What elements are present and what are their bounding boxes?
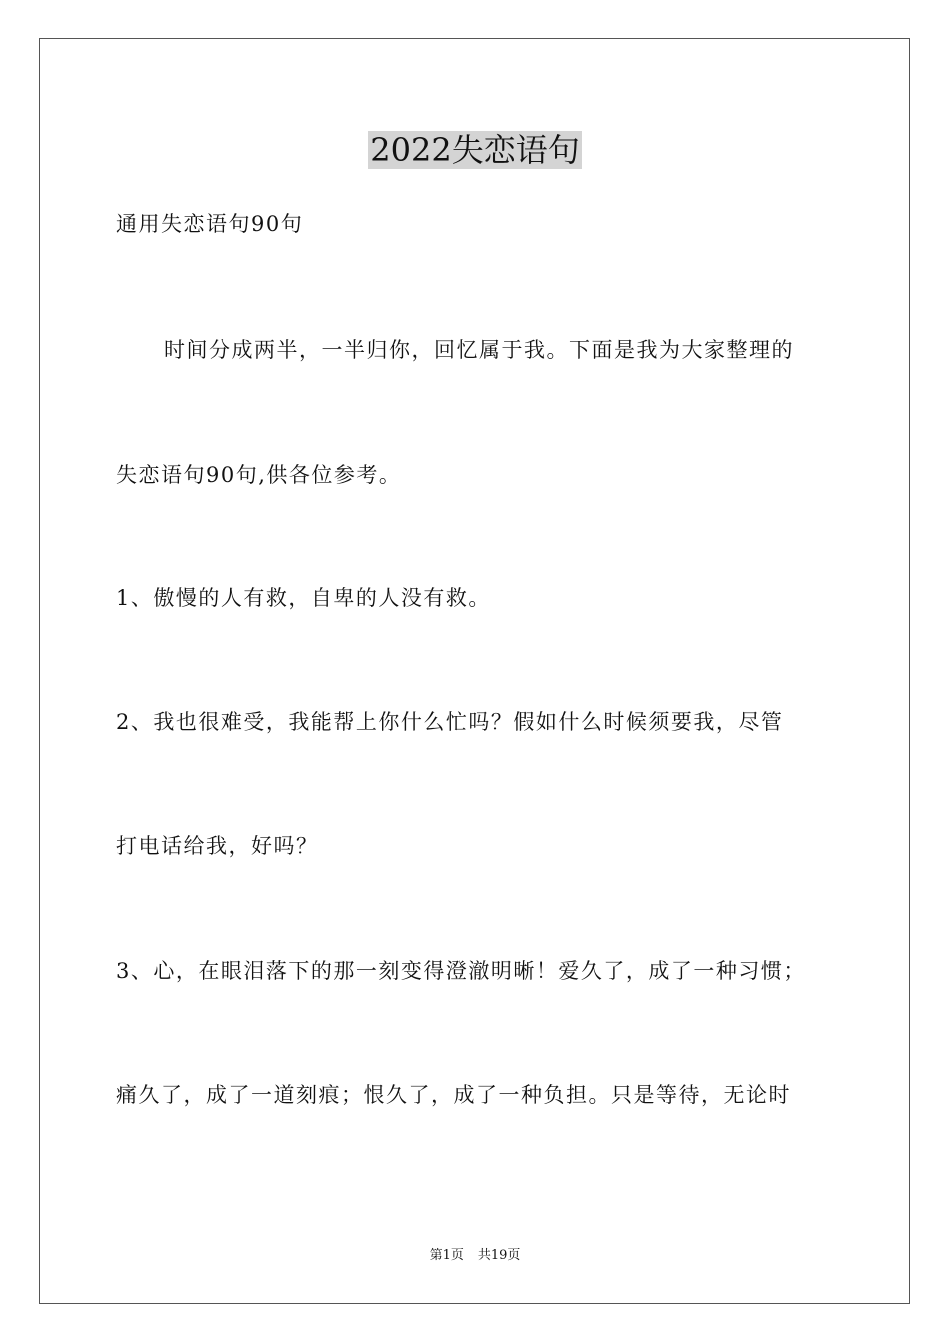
paragraph-line-7: 痛久了，成了一道刻痕；恨久了，成了一种负担。只是等待，无论时	[116, 1083, 791, 1107]
page-number-total: 共19页	[477, 1248, 521, 1263]
paragraph-line-1: 时间分成两半，一半归你，回忆属于我。下面是我为大家整理的	[164, 338, 794, 362]
paragraph-line-4: 2、我也很难受，我能帮上你什么忙吗？假如什么时候须要我，尽管	[116, 710, 784, 734]
page-footer	[0, 1247, 950, 1265]
paragraph-line-5: 打电话给我，好吗？	[116, 834, 319, 858]
document-title	[0, 128, 950, 172]
document-subtitle: 通用失恋语句90句	[116, 212, 304, 236]
document-title-text: 2022失恋语句	[370, 131, 580, 169]
paragraph-line-6: 3、心，在眼泪落下的那一刻变得澄澈明晰！爱久了，成了一种习惯；	[116, 959, 806, 983]
paragraph-line-2: 失恋语句90句,供各位参考。	[116, 463, 402, 487]
page-number-current: 第1页	[429, 1248, 464, 1263]
paragraph-line-3: 1、傲慢的人有救，自卑的人没有救。	[116, 586, 491, 610]
